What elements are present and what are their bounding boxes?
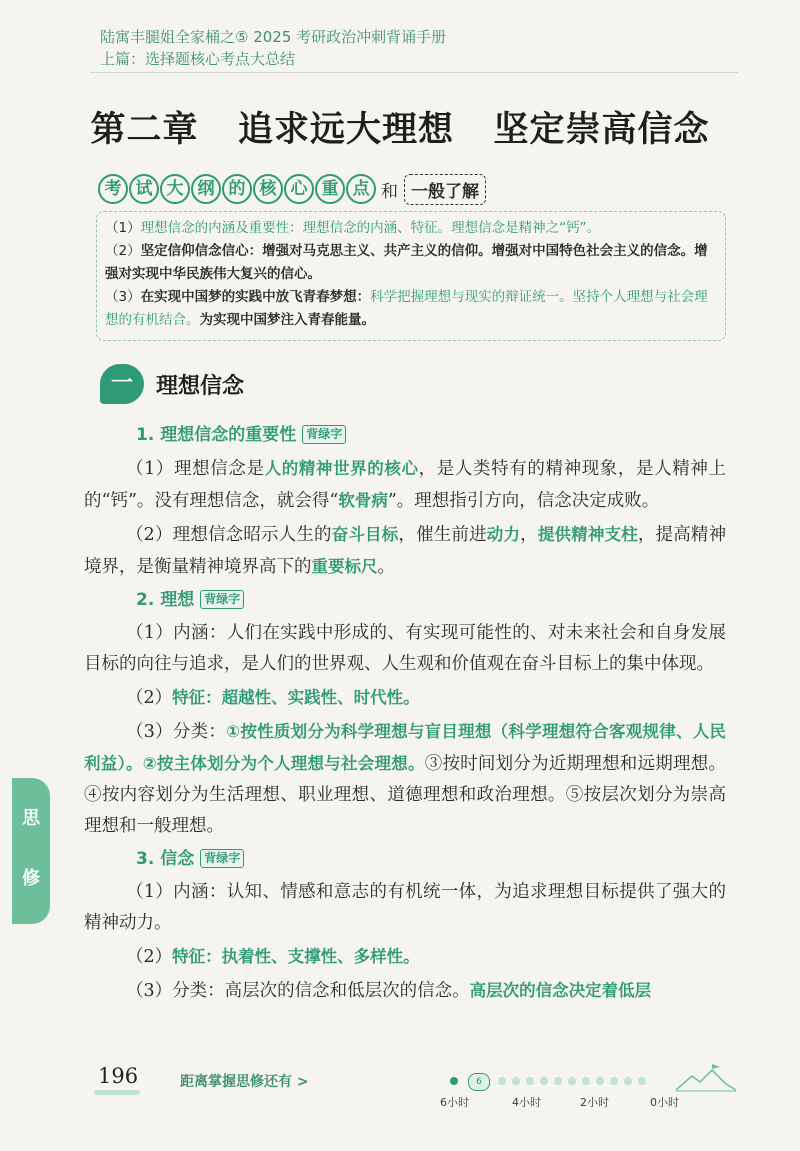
section-number-badge: 一 xyxy=(100,364,144,404)
highlight: 软骨病 xyxy=(338,491,388,510)
outline-char: 核 xyxy=(253,174,283,204)
summary-item-2 xyxy=(105,240,717,286)
outline-char: 考 xyxy=(98,174,128,204)
summary-item-3 xyxy=(105,286,717,332)
summary-num: （2） xyxy=(105,243,141,259)
highlight: ①按性质划分为科学理想与盲目理想（科学理想符合客观规律、人民利益）。②按主体划分为个人理想与社会理想。 xyxy=(84,722,726,773)
outline-char: 点 xyxy=(346,174,376,204)
subsection-title: 2. 理想 xyxy=(136,590,195,610)
progress-marker: 6 xyxy=(468,1073,490,1091)
paragraph: （2）特征：执着性、支撑性、多样性。 xyxy=(126,947,420,967)
summary-text: 理想信念的内涵及重要性：理想信念的内涵、特征。理想信念是精神之“钙”。 xyxy=(140,220,601,236)
paragraph: （3）分类：①按性质划分为科学理想与盲目理想（科学理想符合客观规律、人民利益）。②按主体划分为个人理想与社会理想。③按时间划分为近期理想和远期理想。④按内容划分为生活理想、职业理想、道德理想和政治理想。⑤按层次划分为崇高理想和一般理想。 xyxy=(84,722,726,836)
paragraph: （1）理想信念是人的精神世界的核心，是人类特有的精神现象，是人精神上的“钙”。没有理想信念，就会得“软骨病”。理想指引方向，信念决定成败。 xyxy=(84,459,727,511)
progress-dot xyxy=(450,1077,458,1085)
progress-dot xyxy=(554,1077,562,1085)
summary-item-1 xyxy=(105,217,717,240)
subsection-title: 1. 理想信念的重要性 xyxy=(136,425,297,445)
memorize-tag: 背绿字 xyxy=(200,849,244,868)
paragraph: （1）内涵：人们在实践中形成的、有实现可能性的、对未来社会和自身发展目标的向往与追求，是人们的世界观、人生观和价值观在奋斗目标上的集中体现。 xyxy=(84,623,726,674)
section-title: 理想信念 xyxy=(156,373,245,399)
summary-text: 为实现中国梦注入青春能量。 xyxy=(199,312,375,328)
mountain-icon xyxy=(674,1064,738,1094)
side-tab-char: 思 xyxy=(22,808,40,829)
outline-char: 试 xyxy=(129,174,159,204)
summary-num: （3） xyxy=(105,289,141,305)
progress-dot xyxy=(610,1077,618,1085)
outline-heading xyxy=(98,172,486,206)
subject-side-tab xyxy=(12,778,50,924)
progress-tick: 0小时 xyxy=(650,1096,679,1109)
summary-num: （1） xyxy=(105,220,141,236)
progress-label: 距离掌握思修还有 > xyxy=(180,1074,309,1090)
section-heading xyxy=(100,364,244,404)
highlight: 特征：执着性、支撑性、多样性。 xyxy=(172,947,420,966)
paragraph: （1）内涵：认知、情感和意志的有机统一体，为追求理想目标提供了强大的精神动力。 xyxy=(84,882,726,933)
highlight: 奋斗目标 xyxy=(331,525,399,544)
highlight: 提供精神支柱 xyxy=(537,525,638,544)
outline-char: 心 xyxy=(284,174,314,204)
highlight: 动力 xyxy=(486,525,521,544)
outline-summary-box xyxy=(96,211,726,341)
summary-title: 在实现中国梦的实践中放飞青春梦想： xyxy=(140,289,371,305)
progress-dot xyxy=(624,1077,632,1085)
subsection-heading xyxy=(136,420,726,451)
subsection-heading xyxy=(136,844,726,875)
main-content xyxy=(84,420,726,1009)
side-tab-char: 修 xyxy=(22,868,40,889)
outline-char: 纲 xyxy=(191,174,221,204)
progress-dot xyxy=(638,1077,646,1085)
page-number-underline xyxy=(94,1090,140,1095)
summary-green-text: 科学把握理想与现实的辩证统一。坚持个人理想与社会理想的有机结合。 xyxy=(105,289,708,328)
study-progress-track xyxy=(446,1073,656,1089)
header-line2: 上篇：选择题核心考点大总结 xyxy=(100,50,296,68)
progress-dot xyxy=(512,1077,520,1085)
progress-dot xyxy=(540,1077,548,1085)
paragraph: （2）特征：超越性、实践性、时代性。 xyxy=(126,688,420,708)
paragraph: （2）理想信念昭示人生的奋斗目标，催生前进动力，提供精神支柱，提高精神境界，是衡量精神境界高下的重要标尺。 xyxy=(84,525,727,577)
paragraph: （3）分类：高层次的信念和低层次的信念。高层次的信念决定着低层 xyxy=(126,981,652,1001)
progress-dot xyxy=(582,1077,590,1085)
progress-tick: 6小时 xyxy=(440,1096,469,1109)
summary-title: 坚定信仰信念信心： xyxy=(140,243,263,259)
page-number: 196 xyxy=(98,1064,139,1088)
highlight: 人的精神世界的核心 xyxy=(264,459,419,478)
progress-dot xyxy=(568,1077,576,1085)
subsection-title: 3. 信念 xyxy=(136,849,195,869)
progress-dot xyxy=(596,1077,604,1085)
highlight: 重要标尺 xyxy=(311,557,378,576)
outline-char: 重 xyxy=(315,174,345,204)
progress-dot xyxy=(498,1077,506,1085)
progress-tick: 2小时 xyxy=(580,1096,609,1109)
chapter-title: 第二章 追求远大理想 坚定崇高信念 xyxy=(90,110,710,150)
running-header xyxy=(100,26,446,70)
outline-general-label: 一般了解 xyxy=(404,174,486,205)
highlight: 高层次的信念决定着低层 xyxy=(469,981,652,1000)
progress-tick: 4小时 xyxy=(512,1096,541,1109)
outline-char: 的 xyxy=(222,174,252,204)
outline-and: 和 xyxy=(381,181,398,202)
progress-dot xyxy=(526,1077,534,1085)
memorize-tag: 背绿字 xyxy=(302,425,346,444)
subsection-heading xyxy=(136,585,726,616)
header-divider xyxy=(90,72,738,73)
memorize-tag: 背绿字 xyxy=(200,590,244,609)
header-line1: 陆寓丰腿姐全家桶之⑤ 2025 考研政治冲刺背诵手册 xyxy=(100,28,447,46)
outline-char: 大 xyxy=(160,174,190,204)
summary-text: 增强对马克思主义、共产主义的信仰。增强对中国特色社会主义的信念。增强对实现中华民族伟大复兴的信心。 xyxy=(105,243,708,282)
highlight: 特征：超越性、实践性、时代性。 xyxy=(172,688,420,707)
